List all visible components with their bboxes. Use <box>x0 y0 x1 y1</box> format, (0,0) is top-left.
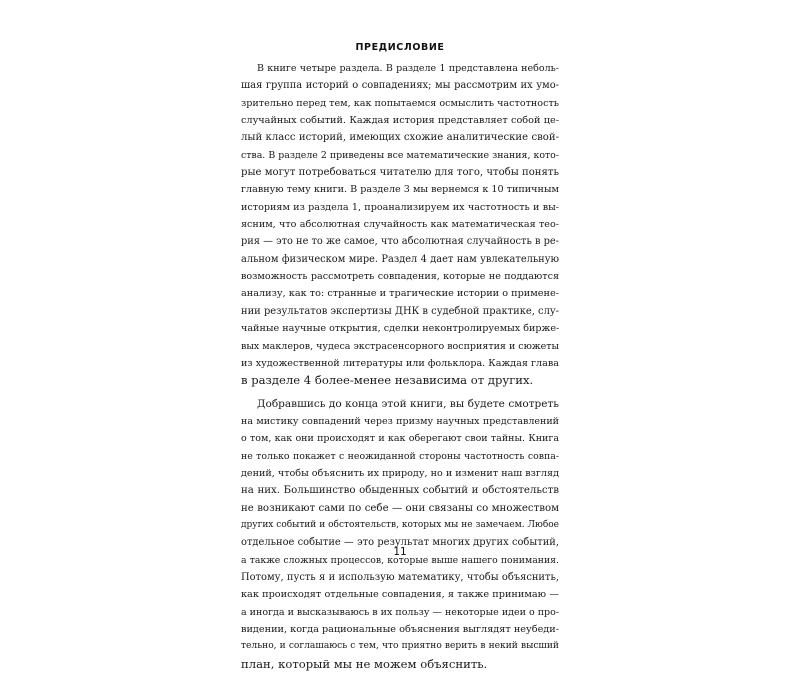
text-line: анализу, как то: странные и трагические истории о примене- <box>241 288 559 300</box>
text-line: лый класс историй, имеющих схожие аналитические свой- <box>241 132 559 144</box>
text-line: дений, чтобы объяснить их природу, но и изменит наш взгляд <box>241 467 559 479</box>
text-line: отдельное событие — это результат многих других событий, <box>241 537 559 549</box>
page-number: 11 <box>393 546 407 558</box>
text-line: не возникают сами по себе — они связаны со множеством <box>241 502 559 514</box>
text-line: главную тему книги. В разделе 3 мы вернемся к 10 типичным <box>241 184 559 196</box>
body-text <box>241 60 559 673</box>
paragraph-2 <box>241 396 559 673</box>
text-line: альном физическом мире. Раздел 4 дает нам увлекательную <box>241 253 559 265</box>
running-head: ПРЕДИСЛОВИЕ <box>355 42 445 53</box>
text-line: случайных событий. Каждая история представляет собой це- <box>241 115 559 127</box>
text-line: вых маклеров, чудеса экстрасенсорного восприятия и сюжеты <box>241 340 559 352</box>
text-line: тельно, и соглашаюсь с тем, что приятно верить в некий высший <box>241 641 559 652</box>
text-line: на мистику совпадений через призму научных представлений <box>241 415 559 427</box>
text-line: а также сложных процессов, которые выше нашего понимания. <box>241 554 559 566</box>
text-line: о том, как они происходят и как оберегают свои тайны. Книга <box>241 433 559 445</box>
text-line: Добравшись до конца этой книги, вы будете смотреть <box>257 397 559 410</box>
text-line: возможность рассмотреть совпадения, которые не поддаются <box>241 271 559 283</box>
text-line: чайные научные открытия, сделки неконтролируемых бирже- <box>241 323 559 335</box>
text-line: в разделе 4 более-менее независима от других. <box>241 373 534 388</box>
text-line: других событий и обстоятельств, которых мы не замечаем. Любое <box>241 519 559 530</box>
text-line: В книге четыре раздела. В разделе 1 представлена неболь- <box>257 63 559 74</box>
text-line: на них. Большинство обыденных событий и обстоятельств <box>241 485 559 497</box>
text-line: рия — это не то же самое, что абсолютная случайность в ре- <box>241 236 559 248</box>
text-line: шая группа историй о совпадениях; мы рассмотрим их умо- <box>241 80 559 92</box>
text-line: а иногда и высказываюсь в их пользу — некоторые идеи о про- <box>241 606 559 618</box>
text-line: как происходят отдельные совпадения, я также принимаю — <box>241 589 559 601</box>
text-line: ства. В разделе 2 приведены все математические знания, кото- <box>241 149 559 161</box>
text-line: историям из раздела 1, проанализируем их частотность и вы- <box>241 201 559 213</box>
text-line: план, который мы не можем объяснить. <box>241 656 488 671</box>
text-line: рые могут потребоваться читателю для того, чтобы понять <box>241 167 559 179</box>
text-line: из художественной литературы или фольклора. Каждая глава <box>241 357 559 369</box>
text-line: Потому, пусть я и использую математику, чтобы объяснить, <box>241 571 559 583</box>
text-line: видении, когда рациональные объяснения выглядят неубеди- <box>241 624 559 635</box>
text-line: нии результатов экспертизы ДНК в судебной практике, слу- <box>241 305 559 317</box>
text-line: зрительно перед тем, как попытаемся осмыслить частотность <box>241 97 559 109</box>
paragraph-1 <box>241 60 559 390</box>
text-line: ясним, что абсолютная случайность как математическая тео- <box>241 219 559 231</box>
text-line: не только покажет с неожиданной стороны частотность совпа- <box>241 450 559 462</box>
